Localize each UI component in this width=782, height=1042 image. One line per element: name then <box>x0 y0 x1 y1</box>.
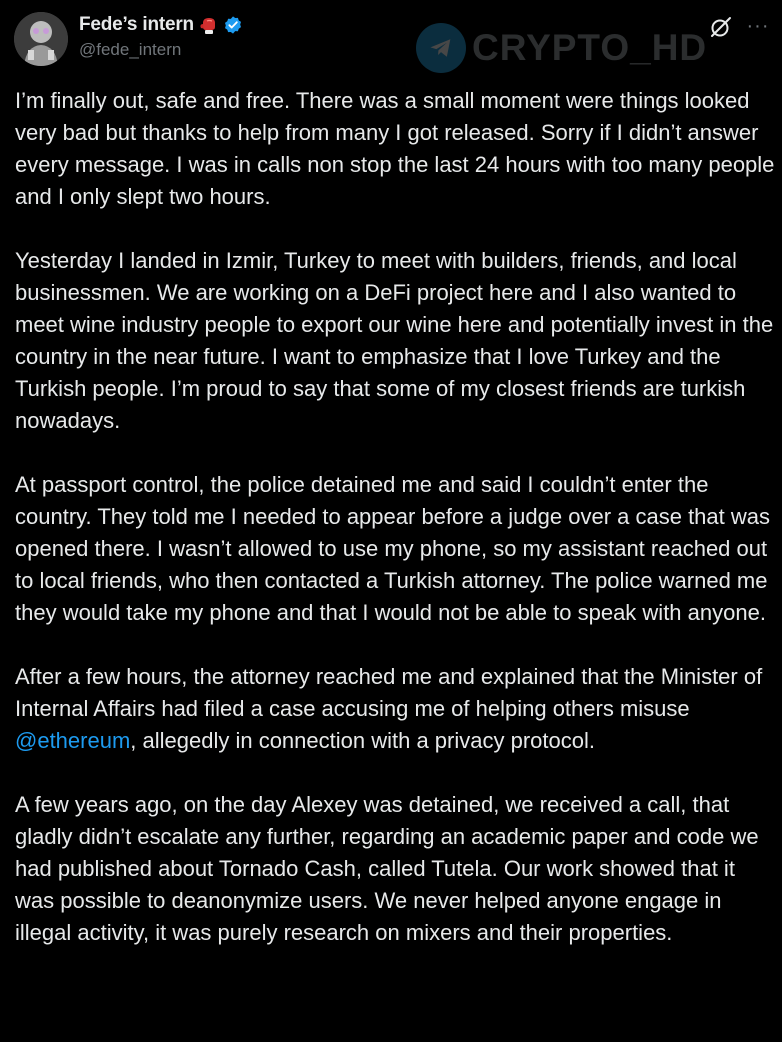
grok-icon[interactable] <box>708 14 734 40</box>
telegram-icon <box>416 23 466 73</box>
tweet-paragraph: Yesterday I landed in Izmir, Turkey to meet with builders, friends, and local businessmen. We are working on a DeFi project here and I also wanted to meet wine industry people to export our wine here and potentially invest in the country in the near future. I want to emphasize that I love Turkey and the Turkish people. I’m proud to say that some of my closest friends are turkish nowadays. <box>15 248 774 433</box>
avatar[interactable] <box>14 12 68 66</box>
tweet-paragraph: A few years ago, on the day Alexey was detained, we received a call, that gladly didn’t escalate any further, regarding an academic paper and code we had published about Tornado Cash, called Tutela. Our work showed that it was possible to deanonymize users. We never helped anyone engage in illegal activity, it was purely research on mixers and their properties. <box>15 792 759 945</box>
avatar-image <box>14 12 68 66</box>
tweet-paragraph <box>15 661 775 757</box>
author-names <box>79 12 243 60</box>
tweet-header <box>0 0 782 80</box>
more-options-icon[interactable]: ··· <box>746 15 770 37</box>
boxing-glove-icon <box>199 15 219 35</box>
paragraph-text: , allegedly in connection with a privacy protocol. <box>130 728 595 753</box>
display-name[interactable]: Fede’s intern <box>79 14 194 35</box>
watermark-text: CRYPTO_HD <box>472 27 708 68</box>
tweet-paragraph: At passport control, the police detained me and said I couldn’t enter the country. They told me I needed to appear before a judge over a case that was opened there. I wasn’t allowed to use my phone, so my assistant reached out to local friends, who then contacted a Turkish attorney. The police warned me they would take my phone and that I would not be able to speak with anyone. <box>15 472 770 625</box>
ethereum-mention-link[interactable]: @ethereum <box>15 728 131 753</box>
paragraph-text: After a few hours, the attorney reached me and explained that the Minister of Internal Affairs had filed a case accusing me of helping others misuse <box>15 664 763 721</box>
tweet-text <box>15 85 775 981</box>
tweet-paragraph: I’m finally out, safe and free. There was a small moment were things looked very bad but thanks to help from many I got released. Sorry if I didn’t answer every message. I was in calls non stop the last 24 hours with too many people and I only slept two hours. <box>15 88 775 209</box>
handle[interactable]: @fede_intern <box>79 40 182 59</box>
display-name-row[interactable] <box>79 12 243 38</box>
watermark <box>416 23 707 73</box>
verified-badge-icon[interactable] <box>223 15 243 35</box>
